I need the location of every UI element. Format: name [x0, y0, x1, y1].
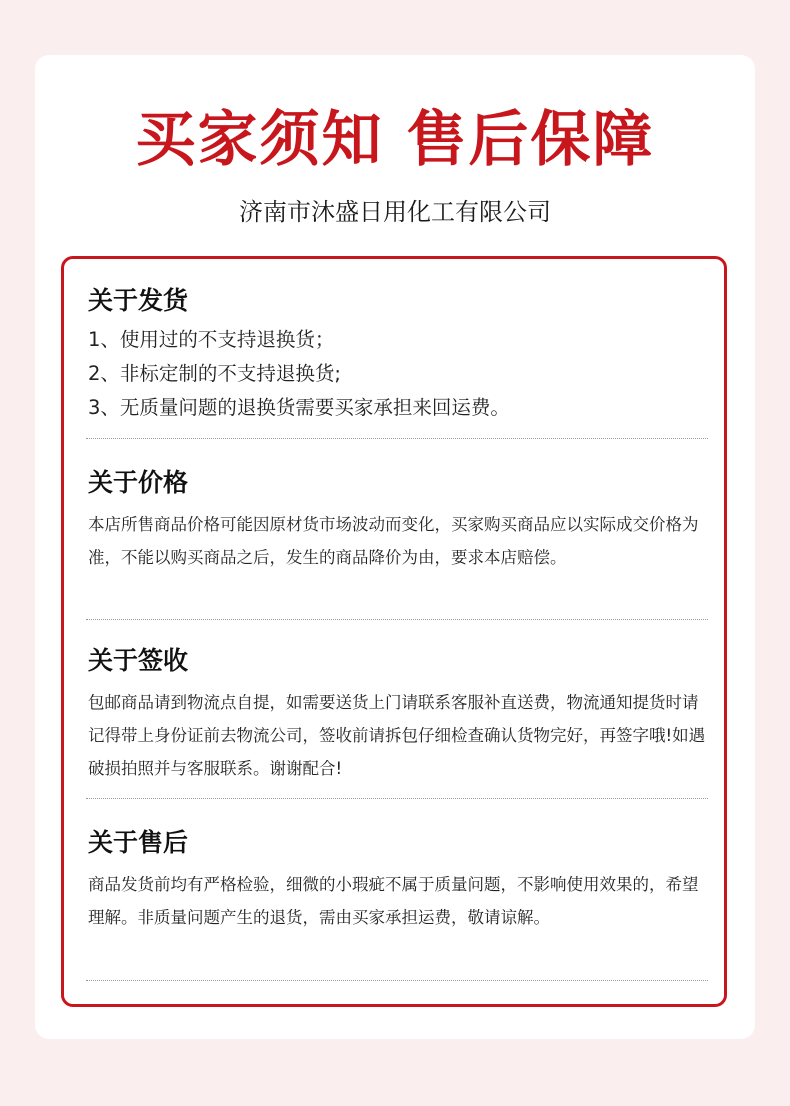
notice-box [61, 256, 727, 1007]
section-text: 商品发货前均有严格检验，细微的小瑕疵不属于质量问题，不影响使用效果的，希望理解。非质量问题产生的退货，需由买家承担运费，敬请谅解。 [88, 875, 699, 927]
rule-item: 3、无质量问题的退换货需要买家承担来回运费。 [88, 396, 510, 419]
rule-item: 2、非标定制的不支持退换货; [88, 362, 341, 385]
page-title: 买家须知 售后保障 [135, 105, 655, 175]
section-divider [86, 980, 708, 981]
section-divider [86, 438, 708, 439]
rule-list [88, 323, 708, 425]
section-title: 关于售后 [88, 828, 189, 857]
section-text: 包邮商品请到物流点自提，如需要送货上门请联系客服补直送费，物流通知提货时请记得带上身份证前去物流公司，签收前请拆包仔细检查确认货物完好，再签字哦!如遇破损拍照并与客服联系。谢谢配合! [88, 693, 706, 778]
rule-item: 1、使用过的不支持退换货； [88, 328, 335, 351]
section-text: 本店所售商品价格可能因原材货市场波动而变化，买家购买商品应以实际成交价格为准，不能以购买商品之后，发生的商品降价为由，要求本店赔偿。 [88, 515, 699, 567]
section-title: 关于签收 [88, 646, 189, 675]
section-title: 关于发货 [88, 286, 189, 315]
section-shipping [88, 283, 708, 425]
company-name: 济南市沐盛日用化工有限公司 [239, 198, 551, 226]
section-divider [86, 619, 708, 620]
section-title: 关于价格 [88, 468, 189, 497]
section-divider [86, 798, 708, 799]
section-signing [88, 643, 708, 785]
section-price [88, 465, 708, 574]
section-after-sales [88, 825, 708, 934]
